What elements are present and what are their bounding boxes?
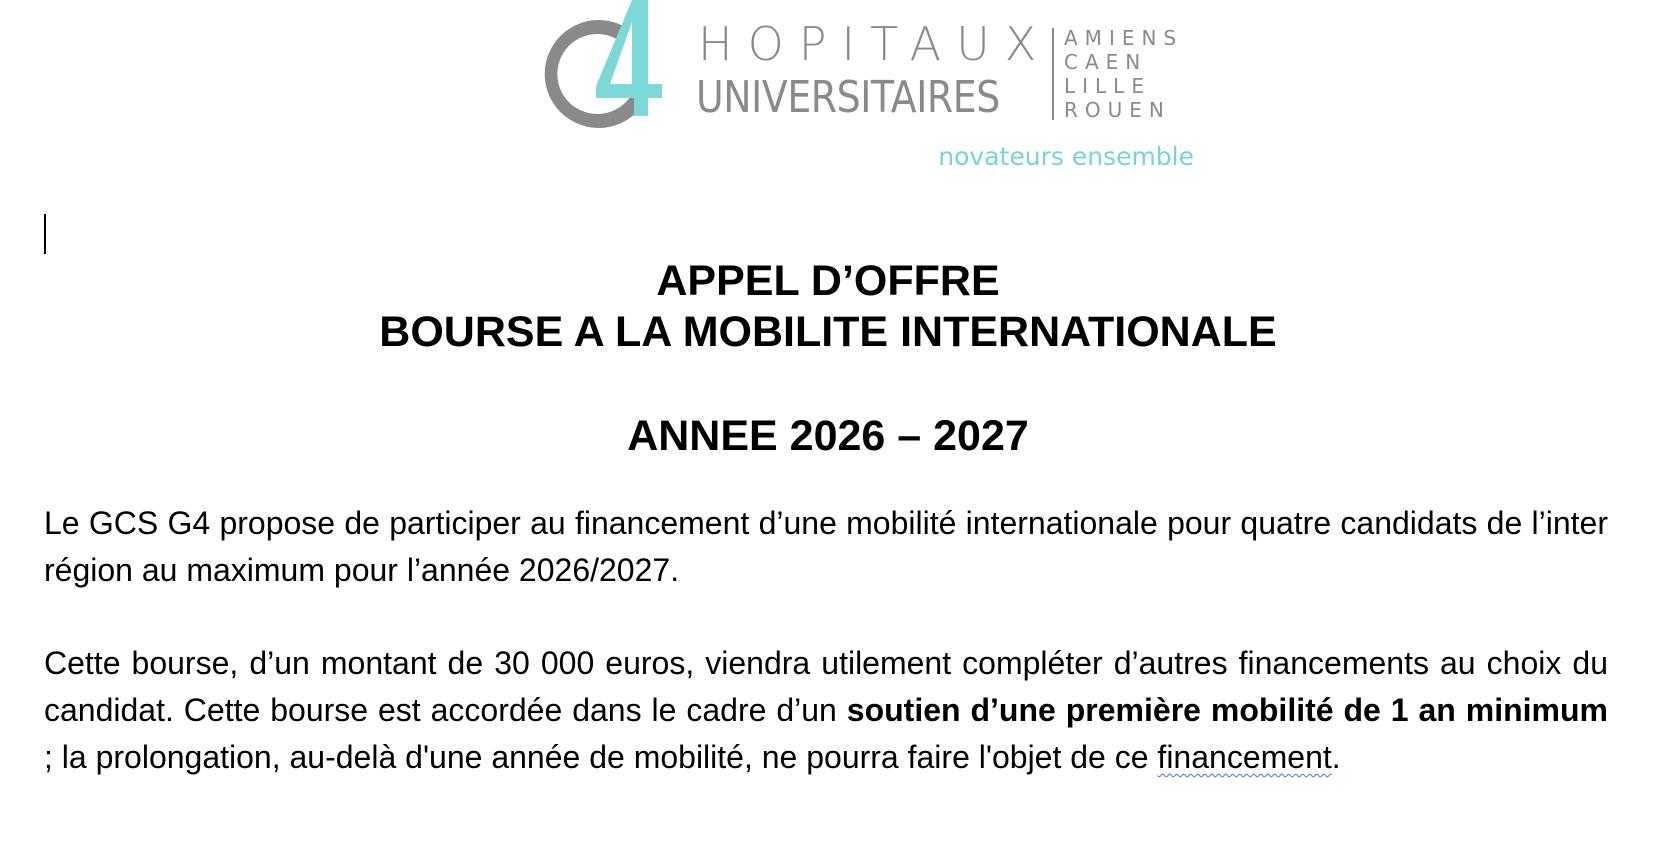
paragraph-text: . xyxy=(1331,739,1341,775)
logo-cities xyxy=(1064,26,1196,122)
paragraph-text: Cette bourse, d’un montant de 30 000 euros, viendra utilement compléter d’autres financements au choix du candidat. Cette bourse est accordée dans le cadre d’un xyxy=(44,645,1608,728)
document-subtitle: BOURSE A LA MOBILITE INTERNATIONALE xyxy=(379,308,1277,356)
logo-city: LILLE xyxy=(1064,74,1151,98)
logo-city: CAEN xyxy=(1064,50,1148,74)
paragraph-intro[interactable]: Le GCS G4 propose de participer au financement d’une mobilité internationale pour quatre candidats de l’inter région au maximum pour l’année 2026/2027. xyxy=(44,505,1608,588)
logo-text-universitaires: UNIVERSITAIRES xyxy=(696,72,1000,123)
logo-city: ROUEN xyxy=(1064,98,1171,122)
paragraph-text: ; la prolongation, au-delà d'une année de mobilité, ne pourra faire l'objet de ce xyxy=(44,739,1158,775)
text-caret xyxy=(44,214,46,254)
logo-text-hopitaux: HOPITAUX xyxy=(698,17,1052,71)
document-title: APPEL D’OFFRE xyxy=(656,257,1000,305)
logo-divider xyxy=(1052,28,1054,120)
g4-logo xyxy=(530,0,1194,178)
g4-logo-mark-icon xyxy=(530,0,680,140)
paragraph-bold-text: soutien d’une première mobilité de 1 an minimum xyxy=(846,692,1609,728)
logo-tagline: novateurs ensemble xyxy=(938,142,1194,171)
spellcheck-flagged-word[interactable]: financement xyxy=(1157,739,1332,775)
logo-city: AMIENS xyxy=(1064,26,1184,50)
paragraph-grant[interactable] xyxy=(44,640,1608,781)
document-year: ANNEE 2026 – 2027 xyxy=(627,412,1029,460)
